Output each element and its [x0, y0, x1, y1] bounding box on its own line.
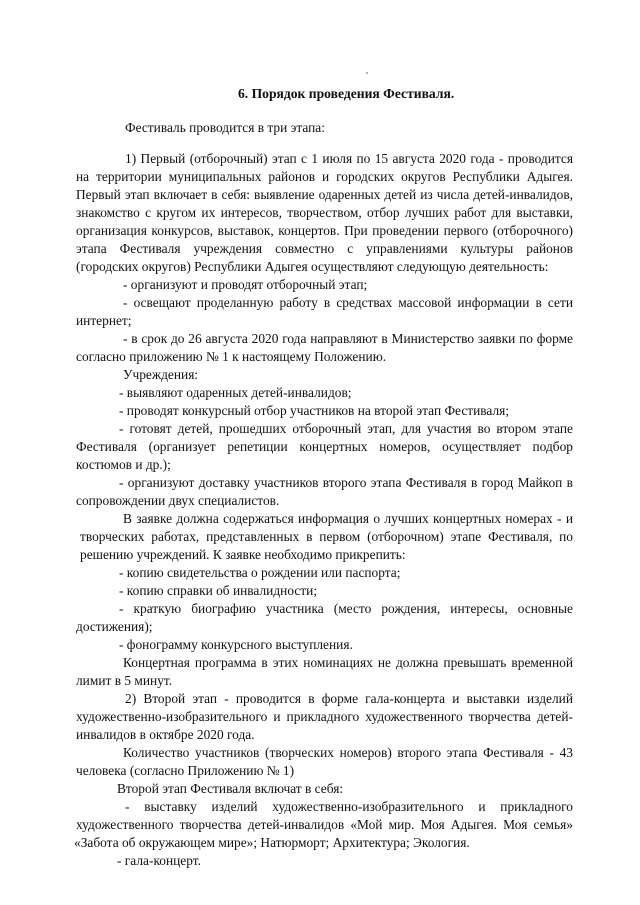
- text-line: Количество участников (творческих номеров) второго этапа Фестиваля - 43: [123, 745, 573, 760]
- list-item: - фонограмму конкурсного выступления.: [119, 637, 353, 652]
- text-line: знакомство с кругом их интересов, творчеством, отбор лучших работ для выставки,: [76, 205, 573, 220]
- text-line: согласно приложению № 1 к настоящему Положению.: [76, 349, 387, 364]
- text-line: организация конкурсов, выставок, концертов. При проведении первого (отборочного): [76, 223, 573, 238]
- text-line: 1) Первый (отборочный) этап с 1 июля по 15 августа 2020 года - проводится: [125, 151, 573, 166]
- text-line: Фестиваля (организует репетиции концертных номеров, осуществляет подбор: [76, 439, 573, 454]
- text-line: решению учреждений. К заявке необходимо прикрепить:: [80, 547, 406, 562]
- list-item: - готовят детей, прошедших отборочный этап, для участия во втором этапе: [119, 421, 573, 436]
- text-line: достижения);: [76, 619, 153, 634]
- text-line: интернет;: [76, 313, 132, 328]
- list-item: - гала-концерт.: [117, 853, 201, 868]
- list-item: - краткую биографию участника (место рождения, интересы, основные: [119, 601, 573, 616]
- text-line: Первый этап включает в себя: выявление одаренных детей из числа детей-инвалидов,: [76, 187, 573, 202]
- list-item: - копию свидетельства о рождении или паспорта;: [119, 565, 401, 580]
- text-line: (городских округов) Республики Адыгея осуществляют следующую деятельность:: [76, 259, 549, 274]
- list-item: - организуют доставку участников второго этапа Фестиваля в город Майкоп в: [119, 475, 573, 490]
- text-line: Второй этап Фестиваля включат в себя:: [117, 781, 344, 796]
- intro-line: Фестиваль проводится в три этапа:: [125, 120, 325, 135]
- list-item: - в срок до 26 августа 2020 года направляют в Министерство заявки по форме: [123, 331, 573, 346]
- text-line: 2) Второй этап - проводится в форме гала-концерта и выставки изделий: [125, 691, 573, 706]
- text-line: человека (согласно Приложению № 1): [76, 763, 295, 778]
- text-line: Концертная программа в этих номинациях не должна превышать временной: [123, 655, 573, 670]
- text-line: творческих работах, представленных в первом (отборочном) этапе Фестиваля, по: [80, 529, 573, 544]
- text-line: сопровождении двух специалистов.: [76, 493, 280, 508]
- list-item: - копию справки об инвалидности;: [119, 583, 318, 598]
- text-line: В заявке должна содержаться информация о лучших концертных номерах - и: [123, 511, 573, 526]
- section-heading: 6. Порядок проведения Фестиваля.: [238, 86, 455, 101]
- list-item: - освещают проделанную работу в средствах массовой информации в сети: [123, 295, 573, 310]
- scan-speck: [366, 72, 368, 74]
- text-line: на территории муниципальных районов и городских округов Республики Адыгея.: [76, 169, 573, 184]
- text-line: Учреждения:: [123, 367, 199, 382]
- text-line: этапа Фестиваля учреждения совместно с управлениями культуры районов: [76, 241, 573, 256]
- list-item: - проводят конкурсный отбор участников на второй этап Фестиваля;: [119, 403, 510, 418]
- text-line: инвалидов в октябре 2020 года.: [76, 727, 255, 742]
- text-line: художественно-изобразительного и прикладного художественного творчества детей-: [76, 709, 573, 724]
- list-item: - выявляют одаренных детей-инвалидов;: [119, 385, 352, 400]
- text-line: художественного творчества детей-инвалидов «Мой мир. Моя Адыгея. Моя семья»: [76, 817, 573, 832]
- text-line: «Забота об окружающем мире»; Натюрморт; Архитектура; Экология.: [74, 835, 470, 850]
- list-item: - организуют и проводят отборочный этап;: [123, 277, 368, 292]
- text-line: лимит в 5 минут.: [76, 673, 173, 688]
- text-line: костюмов и др.);: [76, 457, 171, 472]
- list-item: - выставку изделий художественно-изобразительного и прикладного: [125, 799, 573, 814]
